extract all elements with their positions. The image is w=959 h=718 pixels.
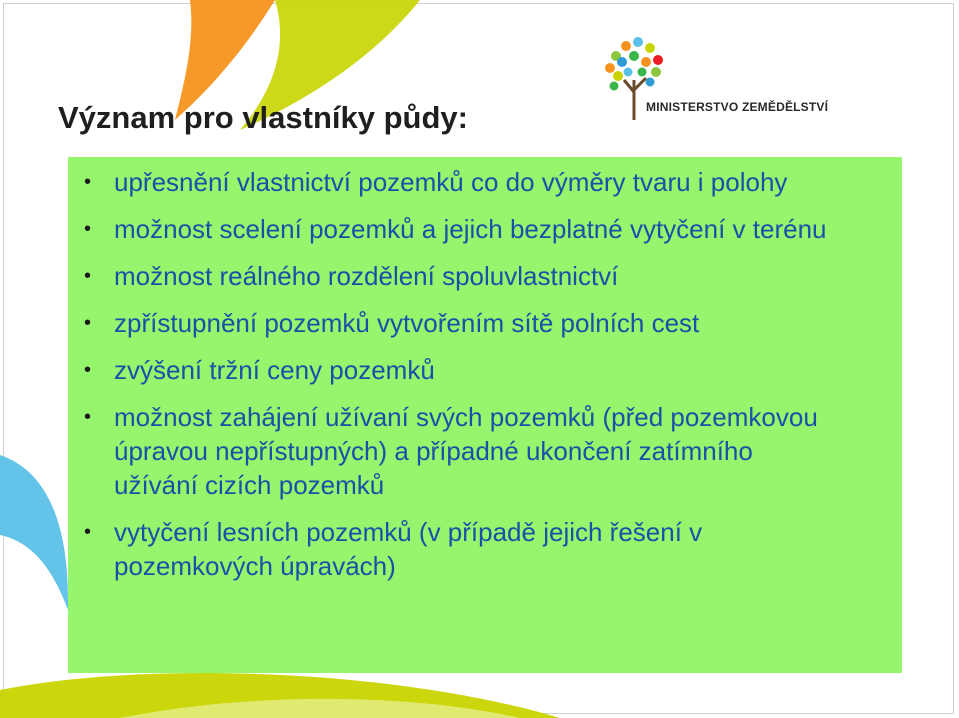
bullet-icon: • [84,265,92,287]
list-item [68,212,902,246]
bullet-icon: • [84,359,92,381]
bullet-icon: • [84,218,92,240]
list-item-text: zpřístupnění pozemků vytvořením sítě polních cest [114,308,700,338]
bullet-list [68,165,902,596]
list-item [68,515,902,583]
list-item-text: zvýšení tržní ceny pozemků [114,355,435,385]
bullet-icon: • [84,171,92,193]
list-item [68,306,902,340]
list-item-text: vytyčení lesních pozemků (v případě jejich řešení v pozemkových úpravách) [114,517,703,581]
list-item [68,353,902,387]
list-item-text: možnost scelení pozemků a jejich bezplatné vytyčení v terénu [114,214,827,244]
blue-swoosh-left [0,455,68,610]
list-item [68,400,902,502]
ministry-logo-text: MINISTERSTVO ZEMĚDĚLSTVÍ [646,100,829,114]
content-panel [68,157,902,673]
list-item-text: možnost zahájení užívaní svých pozemků (před pozemkovou úpravou nepřístupných) a případné ukončení zatímního užívání cizích pozemků [114,402,818,500]
bullet-icon: • [84,312,92,334]
bullet-icon: • [84,406,92,428]
list-item [68,165,902,199]
list-item-text: možnost reálného rozdělení spoluvlastnictví [114,261,619,291]
bullet-icon: • [84,521,92,543]
list-item-text: upřesnění vlastnictví pozemků co do výměry tvaru i polohy [114,167,788,197]
list-item [68,259,902,293]
slide-title: Význam pro vlastníky půdy: [58,100,468,135]
